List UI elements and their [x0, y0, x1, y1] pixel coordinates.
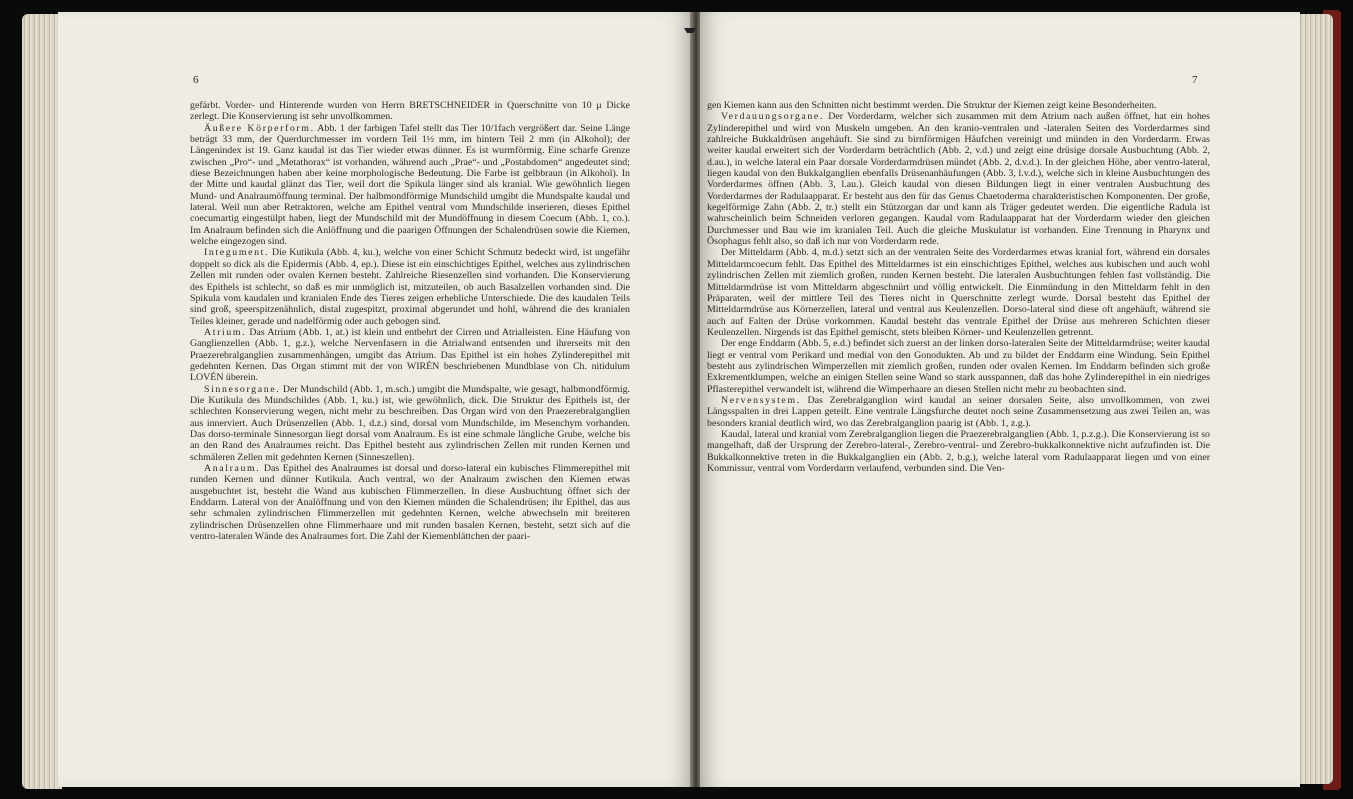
right-page — [700, 12, 1300, 787]
page-number: 6 — [193, 74, 199, 86]
section-heading: Integument. — [204, 247, 270, 259]
paragraph-text: Die Kutikula (Abb. 4, ku.), welche von einer Schicht Schmutz bedeckt wird, ist ungefähr doppelt so dick als die Epidermis (Abb. 4, ep.). Diese ist ein einschichtiges Epithel, welches aus zylindrischen Zellen mit runden oder ovalen Kernen besteht. Zahlreiche Riesenzellen sind vorhanden. Die Konservierung des Epithels ist schlecht, so daß es mir unmöglich ist, mitzuteilen, ob auch Basalzellen vorhanden sind. Die Spikula vom kaudalen und kranialen Ende des Tieres zeigen erhebliche Unterschiede. Die des kaudalen Teils sind groß, speerspitzenähnlich, distal zugespitzt, proximal abgerundet und hohl, während die des kranialen Teiles kleiner, gerade und nadelförmig oder auch gebogen sind. — [190, 247, 630, 327]
paragraph — [190, 123, 630, 248]
left-page — [58, 12, 692, 787]
paragraph-text: Der enge Enddarm (Abb. 5, e.d.) befindet sich zuerst an der linken dorso-lateralen Seite der Mitteldarmdrüse; weiter kaudal liegt er ventral vom Perikard und medial von den Gonodukten. Ab und zu bildet der Enddarm eine Windung. Sein Epithel besteht aus zylindrischen Wimperzellen mit ziemlich großen, runden oder ovalen Kernen. Im Enddarm befinden sich große Exkrementklumpen, welche an einigen Stellen seine Wand so stark ausspannen, daß das hohe Zylinderepithel in ein niedriges Pflasterepithel verwandelt ist, während die Wimperhaare an diesen Stellen nicht mehr zu beobachten sind. — [707, 338, 1210, 395]
paragraph — [190, 384, 630, 463]
section-heading: Verdauungsorgane. — [721, 111, 824, 123]
paragraph-text: Das Zerebralganglion wird kaudal an seiner dorsalen Seite, also unvollkommen, von zwei Längsspalten in drei Lappen geteilt. Eine ventrale Längsfurche deutet noch seine Zusammensetzung aus zwei Teilen an, was besonders kranial deutlich wird, wo das Zerebralganglion paarig ist (Abb. 1, z.g.). — [707, 394, 1211, 429]
paragraph-text: Kaudal, lateral und kranial vom Zerebralganglion liegen die Praezerebralganglien (Abb. 1, p.z.g.). Die Konservierung ist so mangelhaft, daß der Ursprung der Zerebro-lateral-, Zerebro-ventral- und Zerebro-bukkalkonnektive nicht aufzufinden ist. Die Bukkalkonnektive treten in die Bukkalganglien ein (Abb. 2, b.g.), welche lateral vom Radulaapparat liegen und von einer Kommissur, ventral vom Vorderdarm verlaufend, verbunden sind. Die Ven- — [707, 428, 1210, 474]
section-heading: Analraum. — [204, 463, 261, 474]
paragraph — [190, 100, 630, 123]
section-heading: Äußere Körperform. — [204, 122, 315, 134]
paragraph-text: Der Mundschild (Abb. 1, m.sch.) umgibt die Mundspalte, wie gesagt, halbmondförmig. Die Kutikula des Mundschildes (Abb. 1, ku.) ist, wie gewöhnlich, dick. Die Struktur des Epithels ist, der schlechten Konservierung wegen, nicht mehr zu beschreiben. Das Organ wird von den Praezerebralganglien aus innerviert. Auch Drüsenzellen (Abb. 1, d.z.) sind, dorsal vom Mundschilde, im Mesenchym vorhanden. Das dorso-terminale Sinnesorgan liegt dorsal vom Analraum. Es ist eine schmale längliche Grube, welche bis an den Rand des Analraumes reicht. Das Epithel besteht aus zylindrischen Zellen mit runden Kernen und schmäleren Zellen mit gedehnten Kernen (Sinneszellen). — [190, 383, 630, 463]
page-edges-left — [22, 14, 62, 789]
paragraph-text: Der Vorderdarm, welcher sich zusammen mit dem Atrium nach außen öffnet, hat ein hohes Zylinderepithel und wird von Muskeln umgeben. An den kranio-ventralen und -lateralen Seiten des Vorderdarmes sind zahlreiche Bukkaldrüsen angehäuft. Sie sind zu birnförmigen Häufchen vereinigt und münden in den Vorderdarm. Etwas weiter kaudal erweitert sich der Vorderdarm beträchtlich (Abb. 2, v.d.) und zeigt eine drüsige dorsale Ausbuchtung (Abb. 2, d.au.), in welche lateral ein Paar dorsale Vorderdarmdrüsen mündet (Abb. 2, d.v.d.). In der gleichen Höhe, aber ventro-lateral, liegen kaudal von den Bukkalganglien ebenfalls Drüsenanhäufungen (Abb. 3, l.v.d.), welche sich in kleine Ausbuchtungen des Vorderdarmes öffnen (Abb. 3, l.au.). Gleich kaudal von diesen Bildungen liegt in einer ventralen Ausbuchtung des Vorderdarmes der Radulaapparat. Er besteht aus den für das Genus Chaetoderma charakteristischen Komponenten. Der große, kegelförmige Zahn (Abb. 2, tr.) stellt ein Stützorgan dar und kann als Träger gedeutet werden. Die eigentliche Radula ist wahrscheinlich beim Schneiden verloren gegangen. Kaudal vom Radulaapparat hat der Vorderdarm wieder den gleichen Durchmesser und Bau wie im kranialen Teil. Auch die gleiche Muskulatur ist vorhanden. Eine Trennung in Pharynx und Ösophagus fehlt also, so daß ich nur von Vorderdarm rede. — [707, 111, 1211, 248]
paragraph-text: Der Mitteldarm (Abb. 4, m.d.) setzt sich an der ventralen Seite des Vorderdarmes etwas kranial fort, während ein dorsales Mitteldarmcoecum fehlt. Das Epithel des Mitteldarmes ist ein einschichtiges Epithel, welches aus kubischen und auch wohl zylindrischen Zellen mit ziemlich großen, runden Kernen besteht. Die lateralen Ausbuchtungen fehlen fast vollständig. Die Mitteldarmdrüse ist vom Mitteldarm abgeschnürt und völlig entwickelt. Die Einmündung in den Mitteldarm fehlt in den Präparaten, weil der mittlere Teil des Tieres nicht in Querschnitte zerlegt wurde. Dorsal besteht das Epithel der Mitteldarmdrüse aus Körnerzellen, lateral und ventral aus Keulenzellen. Dorso-lateral sind diese oft angehäuft, während sie auch auf Falten der Drüse vorkommen. Kaudal besteht das ventrale Epithel der Drüse aus mehreren Schichten dieser Keulenzellen. Nirgends ist das Epithel gemischt, stets bleiben Körner- und Keulenzellen getrennt. — [707, 247, 1210, 338]
paragraph-text: gefärbt. Vorder- und Hinterende wurden von Herrn BRETSCHNEIDER in Querschnitte von 10 μ Dicke zerlegt. Die Konservierung ist sehr unvollkommen. — [190, 100, 630, 123]
paragraph-text: Das Atrium (Abb. 1, at.) ist klein und entbehrt der Cirren und Atrialleisten. Eine Häufung von Ganglienzellen (Abb. 1, g.z.), welche Nervenfasern in die Atrialwand entsenden und ihrerseits mit den Praezerebralganglien zusammenhängen, umgibt das Atrium. Das Epithel ist ein hohes Zylinderepithel mit gedehnten Kernen. Das Organ stimmt mit der von WIRÉN beschriebenen Mundblase von Ch. nitidulum LOVÉN überein. — [190, 326, 631, 384]
paragraph — [707, 395, 1210, 429]
paragraph — [707, 100, 1210, 111]
page-number: 7 — [1192, 74, 1198, 86]
page-text — [190, 100, 630, 542]
section-heading: Nervensystem. — [721, 394, 801, 406]
paragraph — [190, 327, 630, 384]
page-text — [707, 100, 1210, 474]
paragraph — [707, 338, 1210, 395]
paragraph — [707, 111, 1210, 247]
section-heading: Sinnesorgane. — [204, 383, 281, 395]
paragraph — [707, 429, 1210, 474]
paragraph-text: gen Kiemen kann aus den Schnitten nicht bestimmt werden. Die Struktur der Kiemen zeigt keine Besonderheiten. — [707, 100, 1157, 111]
paragraph-text: Abb. 1 der farbigen Tafel stellt das Tier 10/1fach vergrößert dar. Seine Länge beträgt 33 mm, der Querdurchmesser im vordern Teil 1½ mm, im hintern Teil 2 mm (in Alkohol); der Längenindex ist 19. Ganz kaudal ist das Tier wieder etwas dünner. Es ist wurmförmig. Eine scharfe Grenze zwischen „Pro“- und „Metathorax“ ist vorhanden, während auch „Prae“- und „Postabdomen“ angedeutet sind; diese Bezeichnungen haben aber keine morphologische Bedeutung. Die Farbe ist gelbbraun (in Alkohol). In der Mitte und kaudal glänzt das Tier, weil dort die Spikula länger sind als kranial. Wie gewöhnlich liegen Mund- und Analraumöffnung terminal. Der halbmondförmige Mundschild umgibt die Mundspalte kaudal und lateral. Weil nun aber Retraktoren, welche am Epithel ventral vom Mundschilde inserieren, dieses Epithel coecumartig eingestülpt haben, liegt der Mundschild mit der Mundöffnung in diesem Coecum (Abb. 1, co.). Im Analraum befinden sich die Anlöffnung und die paarigen Öffnungen der Schalendrüsen sowie die Kiemen, welche eingezogen sind. — [190, 122, 630, 248]
paragraph — [190, 247, 630, 326]
section-heading: Atrium. — [204, 326, 247, 338]
paragraph-text: Das Epithel des Analraumes ist dorsal und dorso-lateral ein kubisches Flimmerepithel mit runden Kernen und dünner Kutikula. Auch ventral, wo der Analraum zwischen den Kiemen etwas ausgebuchtet ist, besteht die Wand aus kubischen Flimmerzellen. In diese Ausbuchtung öffnet sich der Enddarm. Lateral von der Analöffnung und von den Kiemen münden die Schalendrüsen; ihr Epithel, das aus sehr schmalen zylindrischen Flimmerzellen mit gedehnten Kernen, welche abwechseln mit breiteren zylindrischen Drüsenzellen ohne Flimmerhaare und mit runden basalen Kernen, besteht, setzt sich auf die ventro-lateralen Wände des Analraumes fort. Die Zahl der Kiemenblättchen der paari- — [190, 463, 630, 543]
paragraph — [707, 247, 1210, 338]
paragraph — [190, 463, 630, 542]
bookmark-icon — [684, 28, 696, 37]
